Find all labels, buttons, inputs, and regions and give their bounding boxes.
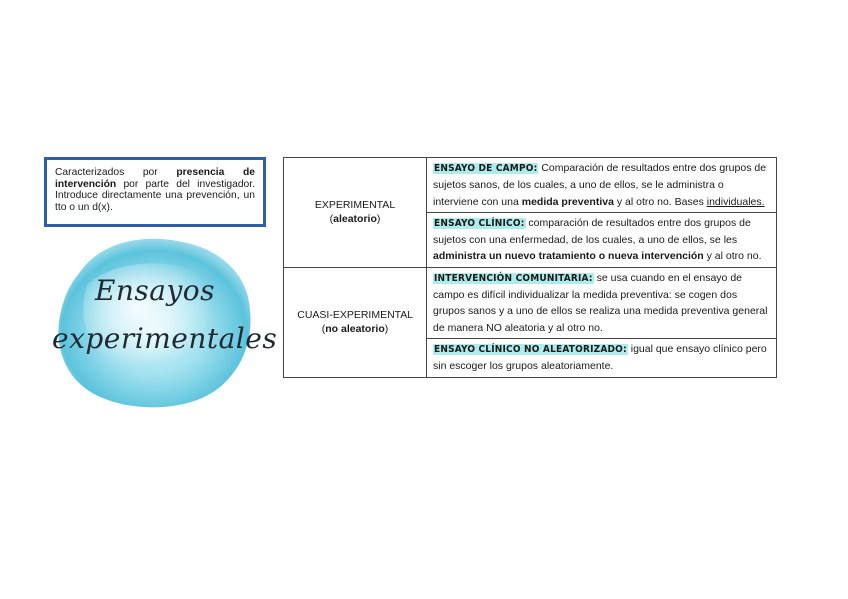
heading-highlight: ENSAYO CLÍNICO: [434,217,525,229]
cell-text: y al otro no. [703,250,762,263]
ensayo-no-aleatorizado-cell [427,338,777,377]
category-cuasi: CUASI-EXPERIMENTAL (no aleatorio) [284,267,427,377]
category-sub: aleatorio [333,213,377,226]
ensayo-campo-cell [427,158,777,213]
cell-text: se usa cuando en el ensayo de campo es difícil individualizar la medida preventiva: se cogen dos grupos sanos y a uno de ellos se realiza una medida preventiva general de manera NO aleatoria y al otro no. [433,271,768,334]
definition-box [44,157,266,227]
cell-bold: medida preventiva [521,195,614,208]
category-experimental: EXPERIMENTAL (aleatorio) [284,158,427,268]
cell-text: comparación de resultados entre dos grupos de sujetos con una enfermedad, de los cuales, a uno de ellos, se les [433,216,751,247]
title-watercolor-badge [52,232,278,412]
definition-text-2: por parte del investigador. Introduce directamente una prevención, un tto o un d(x). [55,178,255,213]
definition-bold: presencia de intervención [55,167,255,190]
category-label: EXPERIMENTAL [314,199,396,212]
table-row [284,158,777,213]
category-sub: no aleatorio [325,323,385,336]
cell-bold: administra un nuevo tratamiento o nueva intervención [433,250,704,263]
cell-text: Comparación de resultados entre dos grupos de sujetos sanos, de los cuales, a uno de ellos, se le administra o interviene con una [433,162,767,208]
table-row [284,267,777,338]
cell-text: y al otro no. Bases [613,195,707,208]
cell-text: igual que ensayo clínico pero sin escoger los grupos aleatoriamente. [433,342,767,373]
ensayo-clinico-cell [427,212,777,267]
study-types-table [283,157,777,378]
title-line-1: Ensayos [94,274,216,307]
heading-highlight: INTERVENCIÓN COMUNITARIA: [434,272,593,284]
cell-underlined: individuales. [706,195,765,208]
category-label: CUASI-EXPERIMENTAL [297,309,413,322]
title-line-2: experimentales [52,322,278,355]
intervencion-comunitaria-cell [427,267,777,338]
definition-text-1: Caracterizados por [55,167,177,178]
heading-highlight: ENSAYO DE CAMPO: [434,163,538,174]
heading-highlight: ENSAYO CLÍNICO NO ALEATORIZADO: [434,343,627,355]
